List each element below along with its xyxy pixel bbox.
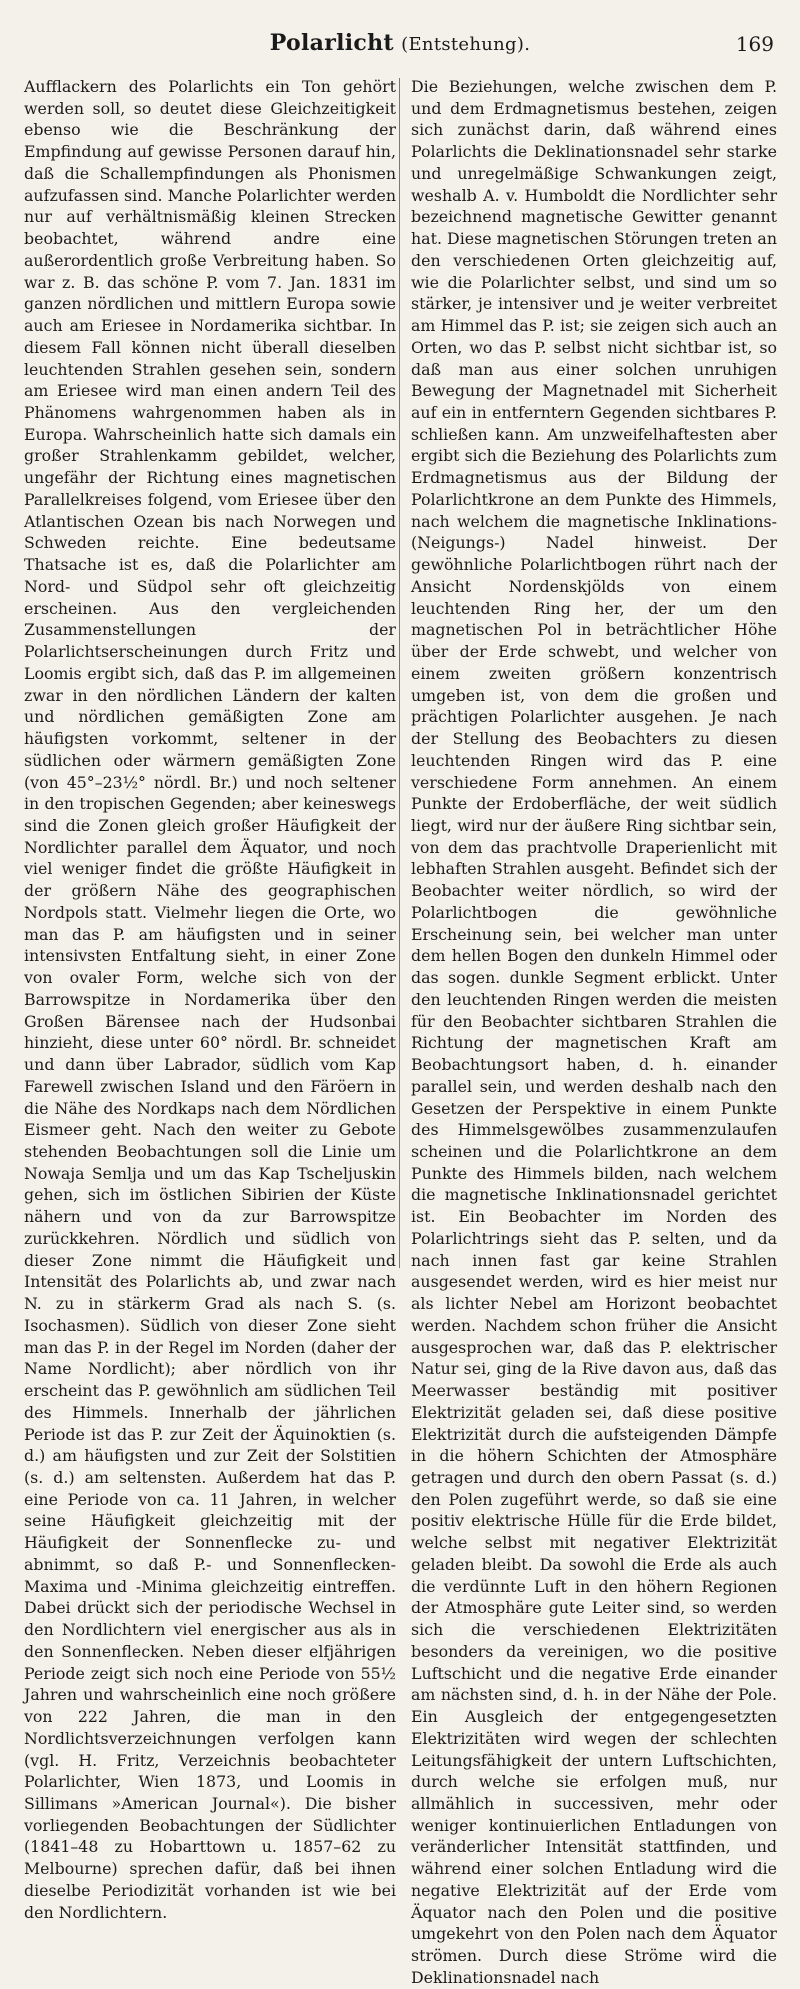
page-title [0,30,800,56]
column-divider [399,78,400,1268]
right-column [411,76,777,1989]
left-column [24,76,396,1923]
title-sub: (Entstehung). [401,34,531,55]
paragraph: Aufflackern des Polarlichts ein Ton gehört werden soll, so deutet diese Gleichzeitigkeit ebenso wie die Beschränkung der Empfindung auf gewisse Personen darauf hin, daß die Schallempfindungen als Phonismen aufzufassen sind. Manche Polarlichter werden nur auf verhältnismäßig kleinen Strecken beobachtet, während andre eine außerordentlich große Verbreitung haben. So war z. B. das schöne P. vom 7. Jan. 1831 im ganzen nördlichen und mittlern Europa sowie auch am Eriesee in Nordamerika sichtbar. In diesem Fall können nicht überall dieselben leuchtenden Strahlen gesehen sein, sondern am Eriesee wird man einen andern Teil des Phänomens wahrgenommen haben als in Europa. Wahrscheinlich hatte sich damals ein großer Strahlenkamm gebildet, welcher, ungefähr der Richtung eines magnetischen Parallelkreises folgend, vom Eriesee über den Atlantischen Ozean bis nach Norwegen und Schweden reichte. Eine bedeutsame Thatsache ist es, daß die Polarlichter am Nord- und Südpol sehr oft gleichzeitig erscheinen. Aus den vergleichenden Zusammenstellungen der Polarlichtserscheinungen durch Fritz und Loomis ergibt sich, daß das P. im allgemeinen zwar in den nördlichen Ländern der kalten und nördlichen gemäßigten Zone am häufigsten vorkommt, seltener in der südlichen oder wärmern gemäßigten Zone (von 45°–23½° nördl. Br.) und noch seltener in den tropischen Gegenden; aber keineswegs sind die Zonen gleich großer Häufigkeit der Nordlichter parallel dem Äquator, und noch viel weniger findet die größte Häufigkeit in der größern Nähe des geographischen Nordpols statt. Vielmehr liegen die Orte, wo man das P. am häufigsten und in seiner intensivsten Entfaltung sieht, in einer Zone von ovaler Form, welche sich von der Barrowspitze in Nordamerika über den Großen Bärensee nach der Hudsonbai hinzieht, diese unter 60° nördl. Br. schneidet und dann über Labrador, südlich vom Kap Farewell zwischen Island und den Färöern in die Nähe des Nordkaps nach dem Nördlichen Eismeer geht. Nach den weiter zu Gebote stehenden Beobachtungen soll die Linie um Nowaja Semlja und um das Kap Tscheljuskin gehen, sich im östlichen Sibirien der Küste nähern und von da zur Barrowspitze zurückkehren. Nördlich und südlich von dieser Zone nimmt die Häufigkeit und Intensität des Polarlichts ab, und zwar nach N. zu in stärkerm Grad als nach S. (s. Isochasmen). Südlich von dieser Zone sieht man das P. in der Regel im Norden (daher der Name Nordlicht); aber nördlich von ihr erscheint das P. gewöhnlich am südlichen Teil des Himmels. Innerhalb der jährlichen Periode ist das P. zur Zeit der Äquinoktien (s. d.) am häufigsten und zur Zeit der Solstitien (s. d.) am seltensten. Außerdem hat das P. eine Periode von ca. 11 Jahren, in welcher seine Häufigkeit gleichzeitig mit der Häufigkeit der Sonnenflecke zu- und abnimmt, so daß P.- und Sonnenflecken-Maxima und -Minima gleichzeitig eintreffen. Dabei drückt sich der periodische Wechsel in den Nordlichtern viel energischer aus als in den Sonnenflecken. Neben dieser elfjährigen Periode zeigt sich noch eine Periode von 55½ Jahren und wahrscheinlich eine noch größere von 222 Jahren, die man in den Nordlichtsverzeichnungen verfolgen kann (vgl. H. Fritz, Verzeichnis beobachteter Polarlichter, Wien 1873, und Loomis in Sillimans »American Journal«). Die bisher vorliegenden Beobachtungen der Südlichter (1841–48 zu Hobarttown u. 1857–62 zu Melbourne) sprechen dafür, daß bei ihnen dieselbe Periodizität vorhanden ist wie bei den Nordlichtern. [24,77,396,1922]
page-number: 169 [735,32,774,56]
page-header [0,10,800,56]
title-main: Polarlicht [269,30,394,56]
paragraph: Die Beziehungen, welche zwischen dem P. und dem Erdmagnetismus bestehen, zeigen sich zunächst darin, daß während eines Polarlichts die Deklinationsnadel sehr starke und unregelmäßige Schwankungen zeigt, weshalb A. v. Humboldt die Nordlichter sehr bezeichnend magnetische Gewitter genannt hat. Diese magnetischen Störungen treten an den verschiedenen Orten gleichzeitig auf, wie die Polarlichter selbst, und sind um so stärker, je intensiver und je weiter verbreitet am Himmel das P. ist; sie zeigen sich auch an Orten, wo das P. selbst nicht sichtbar ist, so daß man aus einer solchen unruhigen Bewegung der Magnetnadel mit Sicherheit auf ein in entferntern Gegenden sichtbares P. schließen kann. Am unzweifelhaftesten aber ergibt sich die Beziehung des Polarlichts zum Erdmagnetismus aus der Bildung der Polarlichtkrone an dem Punkte des Himmels, nach welchem die magnetische Inklinations- (Neigungs-) Nadel hinweist. Der gewöhnliche Polarlichtbogen rührt nach der Ansicht Nordenskjölds von einem leuchtenden Ring her, der um den magnetischen Pol in beträchtlicher Höhe über der Erde schwebt, und welcher von einem zweiten größern konzentrisch umgeben ist, von dem die großen und prächtigen Polarlichter ausgehen. Je nach der Stellung des Beobachters zu diesen leuchtenden Ringen wird das P. eine verschiedene Form annehmen. An einem Punkte der Erdoberfläche, der weit südlich liegt, wird nur der äußere Ring sichtbar sein, von dem das prachtvolle Draperienlicht mit lebhaften Strahlen ausgeht. Befindet sich der Beobachter weiter nördlich, so wird der Polarlichtbogen die gewöhnliche Erscheinung sein, bei welcher man unter dem hellen Bogen den dunkeln Himmel oder das sogen. dunkle Segment erblickt. Unter den leuchtenden Ringen werden die meisten für den Beobachter sichtbaren Strahlen die Richtung der magnetischen Kraft am Beobachtungsort haben, d. h. einander parallel sein, und werden deshalb nach den Gesetzen der Perspektive in einem Punkte des Himmelsgewölbes zusammenzulaufen scheinen und die Polarlichtkrone an dem Punkte des Himmels bilden, nach welchem die magnetische Inklinationsnadel gerichtet ist. Ein Beobachter im Norden des Polarlichtrings sieht das P. selten, und da nach innen fast gar keine Strahlen ausgesendet werden, wird es hier meist nur als lichter Nebel am Horizont beobachtet werden. Nachdem schon früher die Ansicht ausgesprochen war, daß das P. elektrischer Natur sei, ging de la Rive davon aus, daß das Meerwasser beständig mit positiver Elektrizität geladen sei, daß diese positive Elektrizität durch die aufsteigenden Dämpfe in die höhern Schichten der Atmosphäre getragen und durch den obern Passat (s. d.) den Polen zugeführt werde, so daß sie eine positiv elektrische Hülle für die Erde bildet, welche selbst mit negativer Elektrizität geladen bleibt. Da sowohl die Erde als auch die verdünnte Luft in den höhern Regionen der Atmosphäre gute Leiter sind, so werden sich die verschiedenen Elektrizitäten besonders da vereinigen, wo die positive Luftschicht und die negative Erde einander am nächsten sind, d. h. in der Nähe der Pole. Ein Ausgleich der entgegengesetzten Elektrizitäten wird wegen der schlechten Leitungsfähigkeit der untern Luftschichten, durch welche sie erfolgen muß, nur allmählich in successiven, mehr oder weniger kontinuierlichen Entladungen von veränderlicher Intensität stattfinden, und während einer solchen Entladung wird die negative Elektrizität auf der Erde vom Äquator nach den Polen und die positive umgekehrt von den Polen nach dem Äquator strömen. Durch diese Ströme wird die Deklinationsnadel nach [411,77,777,1987]
